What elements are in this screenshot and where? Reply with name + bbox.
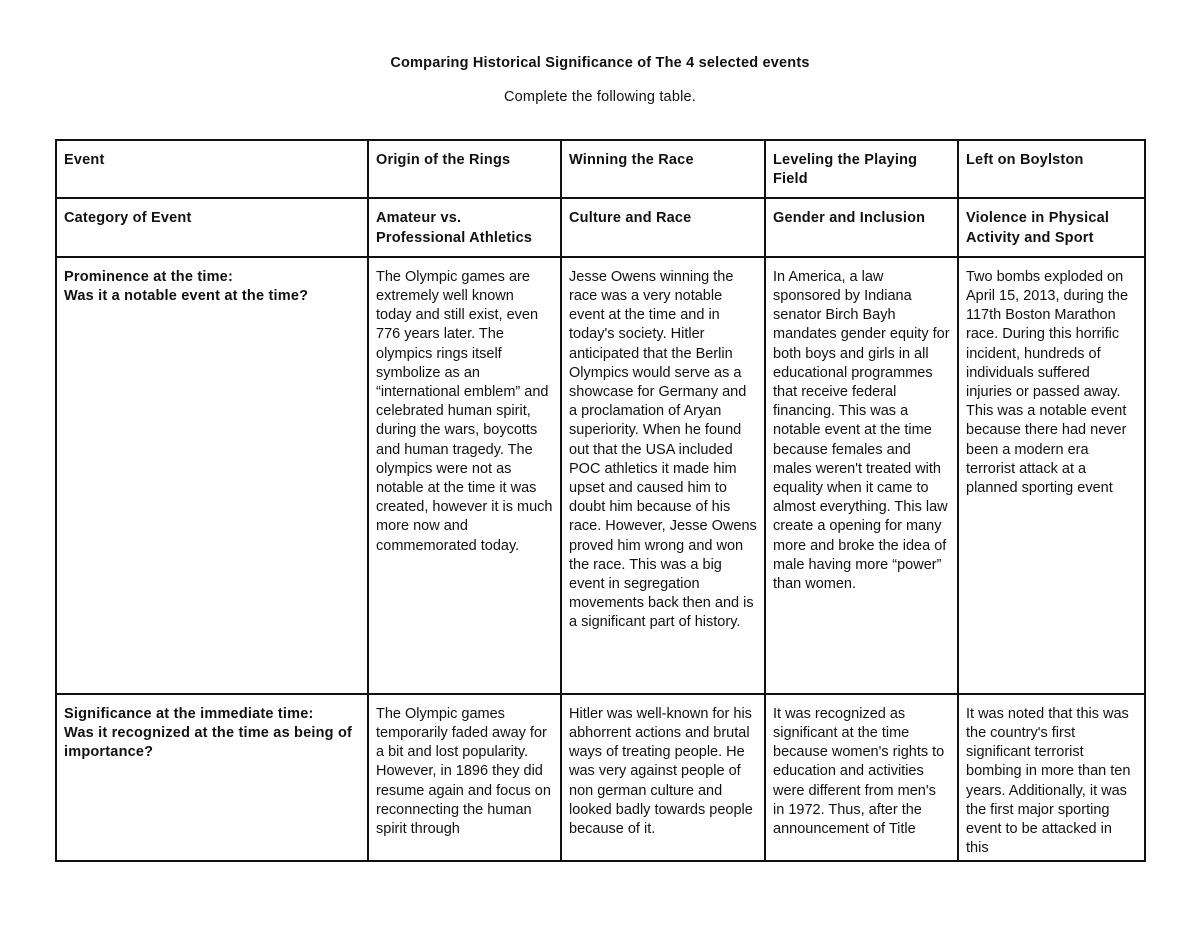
header-cell-leveling-the-playing-field: Leveling the Playing Field bbox=[765, 141, 958, 198]
table-row-header bbox=[57, 141, 1144, 198]
significance-cell: It was noted that this was the country's first significant terrorist bombing in more than ten years. Additionally, it was the first major sporting event to be attacked in this bbox=[958, 694, 1144, 862]
significance-cell: Hitler was well-known for his abhorrent actions and brutal ways of treating people. He was very against people of non german culture and looked badly towards people because of it. bbox=[561, 694, 765, 862]
category-cell: Violence in Physical Activity and Sport bbox=[958, 198, 1144, 256]
page-title: Comparing Historical Significance of The 4 selected events bbox=[390, 55, 810, 71]
header-cell-left-on-boylston: Left on Boylston bbox=[958, 141, 1144, 198]
header-cell-origin-of-the-rings: Origin of the Rings bbox=[368, 141, 561, 198]
prominence-cell: In America, a law sponsored by Indiana senator Birch Bayh mandates gender equity for both boys and girls in all educational programmes that receive federal financing. This was a notable event at the time because females and males weren't treated with equality when it came to almost everything. This law create a opening for many more and broke the idea of male having more “power” than women. bbox=[765, 257, 958, 694]
table-row-category bbox=[57, 198, 1144, 256]
significance-cell: The Olympic games temporarily faded away for a bit and lost popularity. However, in 1896 they did resume again and focus on reconnecting the human spirit through bbox=[368, 694, 561, 862]
table-row-significance bbox=[57, 694, 1144, 862]
prominence-cell: The Olympic games are extremely well known today and still exist, even 776 years later. The olympics rings itself symbolize as an “international emblem” and celebrated human spirit, during the wars, boycotts and human tragedy. The olympics were not as notable at the time it was created, however it is much more now and commemorated today. bbox=[368, 257, 561, 694]
header-cell-winning-the-race: Winning the Race bbox=[561, 141, 765, 198]
category-cell: Gender and Inclusion bbox=[765, 198, 958, 256]
significance-cell: It was recognized as significant at the time because women's rights to education and activities were different from men's in 1972. Thus, after the announcement of Title bbox=[765, 694, 958, 862]
category-cell: Culture and Race bbox=[561, 198, 765, 256]
row-label-significance-line2: Was it recognized at the time as being of importance? bbox=[64, 725, 353, 761]
table-row-prominence bbox=[57, 257, 1144, 694]
row-label-significance-line1: Significance at the immediate time: bbox=[64, 705, 314, 722]
row-label-significance bbox=[57, 694, 368, 862]
prominence-cell: Jesse Owens winning the race was a very notable event at the time and in today's society. Hitler anticipated that the Berlin Olympics would serve as a showcase for Germany and a proclamation of Aryan superiority. When he found out that the USA included POC athletics it made him upset and caused him to doubt him because of his race. However, Jesse Owens proved him wrong and won the race. This was a big event in segregation movements back then and is a significant part of history. bbox=[561, 257, 765, 694]
page-subtitle: Complete the following table. bbox=[504, 89, 696, 105]
prominence-cell: Two bombs exploded on April 15, 2013, during the 117th Boston Marathon race. During this horrific incident, hundreds of individuals suffered injuries or passed away. This was a notable event because there had never been a modern era terrorist attack at a planned sporting event bbox=[958, 257, 1144, 694]
row-label-prominence bbox=[57, 257, 368, 694]
row-label-prominence-line2: Was it a notable event at the time? bbox=[64, 288, 309, 305]
header-cell-event: Event bbox=[57, 141, 368, 198]
comparison-table bbox=[55, 139, 1146, 862]
row-label-prominence-line1: Prominence at the time: bbox=[64, 268, 233, 285]
row-label-category: Category of Event bbox=[57, 198, 368, 256]
category-cell: Amateur vs. Professional Athletics bbox=[368, 198, 561, 256]
